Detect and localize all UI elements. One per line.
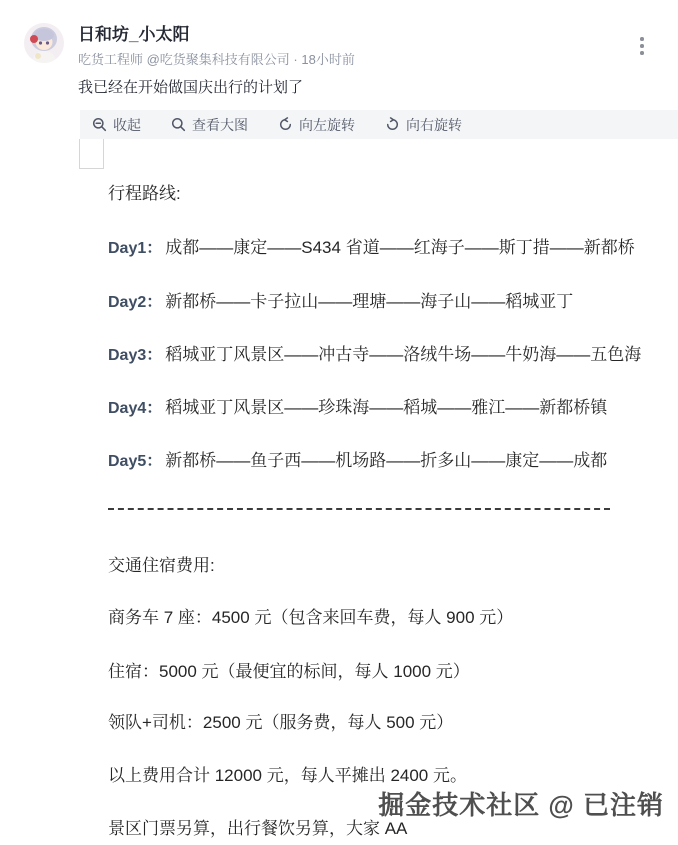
rotate-right-label: 向右旋转 — [406, 116, 462, 133]
page-corner-mark — [79, 139, 104, 169]
collapse-button[interactable] — [92, 115, 141, 135]
day5-line — [108, 450, 607, 473]
day2-label: Day2： — [108, 294, 163, 311]
watermark: 掘金技术社区 @ 已注销 — [378, 790, 664, 820]
zoom-out-icon — [92, 117, 107, 132]
post-text: 我已经在开始做国庆出行的计划了 — [78, 79, 304, 96]
image-toolbar — [80, 110, 678, 139]
view-large-button[interactable] — [171, 115, 248, 135]
kebab-menu-icon[interactable] — [632, 32, 652, 60]
magnifier-icon — [171, 117, 186, 132]
route-section-title: 行程路线: — [108, 184, 181, 203]
anime-avatar-image — [24, 23, 64, 63]
avatar[interactable] — [24, 23, 64, 63]
cost-line-guide: 领队+司机：2500 元（服务费，每人 500 元） — [108, 713, 454, 732]
day5-route: 新都桥——鱼子西——机场路——折多山——康定——成都 — [165, 451, 608, 470]
cost-line-lodging: 住宿：5000 元（最便宜的标间，每人 1000 元） — [108, 662, 470, 681]
rotate-right-button[interactable] — [385, 115, 462, 135]
rotate-left-label: 向左旋转 — [299, 116, 355, 133]
day5-label: Day5： — [108, 453, 163, 470]
day3-route: 稻城亚丁风景区——冲古寺——洛绒牛场——牛奶海——五色海 — [165, 345, 642, 364]
day1-label: Day1： — [108, 240, 163, 257]
day1-route: 成都——康定——S434 省道——红海子——斯丁措——新都桥 — [165, 238, 635, 257]
username[interactable]: 日和坊_小太阳 — [78, 25, 190, 44]
dashed-divider — [108, 508, 610, 510]
day2-line — [108, 291, 573, 314]
cost-section-title: 交通住宿费用: — [108, 556, 215, 575]
day4-label: Day4： — [108, 400, 163, 417]
cost-line-extra: 景区门票另算，出行餐饮另算，大家 AA — [108, 819, 408, 838]
day3-label: Day3： — [108, 347, 163, 364]
collapse-label: 收起 — [113, 116, 141, 133]
rotate-left-button[interactable] — [278, 115, 355, 135]
itinerary-image[interactable] — [0, 139, 678, 845]
rotate-right-icon — [385, 117, 400, 132]
day4-line — [108, 397, 607, 420]
day1-line — [108, 237, 635, 260]
post-meta: 吃货工程师 @吃货聚集科技有限公司 · 18小时前 — [78, 52, 355, 67]
day2-route: 新都桥——卡子拉山——理塘——海子山——稻城亚丁 — [165, 292, 574, 311]
rotate-left-icon — [278, 117, 293, 132]
cost-line-vehicle: 商务车 7 座：4500 元（包含来回车费，每人 900 元） — [108, 608, 514, 627]
day3-line — [108, 344, 641, 367]
cost-line-total: 以上费用合计 12000 元，每人平摊出 2400 元。 — [108, 766, 467, 785]
view-large-label: 查看大图 — [192, 116, 248, 133]
day4-route: 稻城亚丁风景区——珍珠海——稻城——雅江——新都桥镇 — [165, 398, 608, 417]
